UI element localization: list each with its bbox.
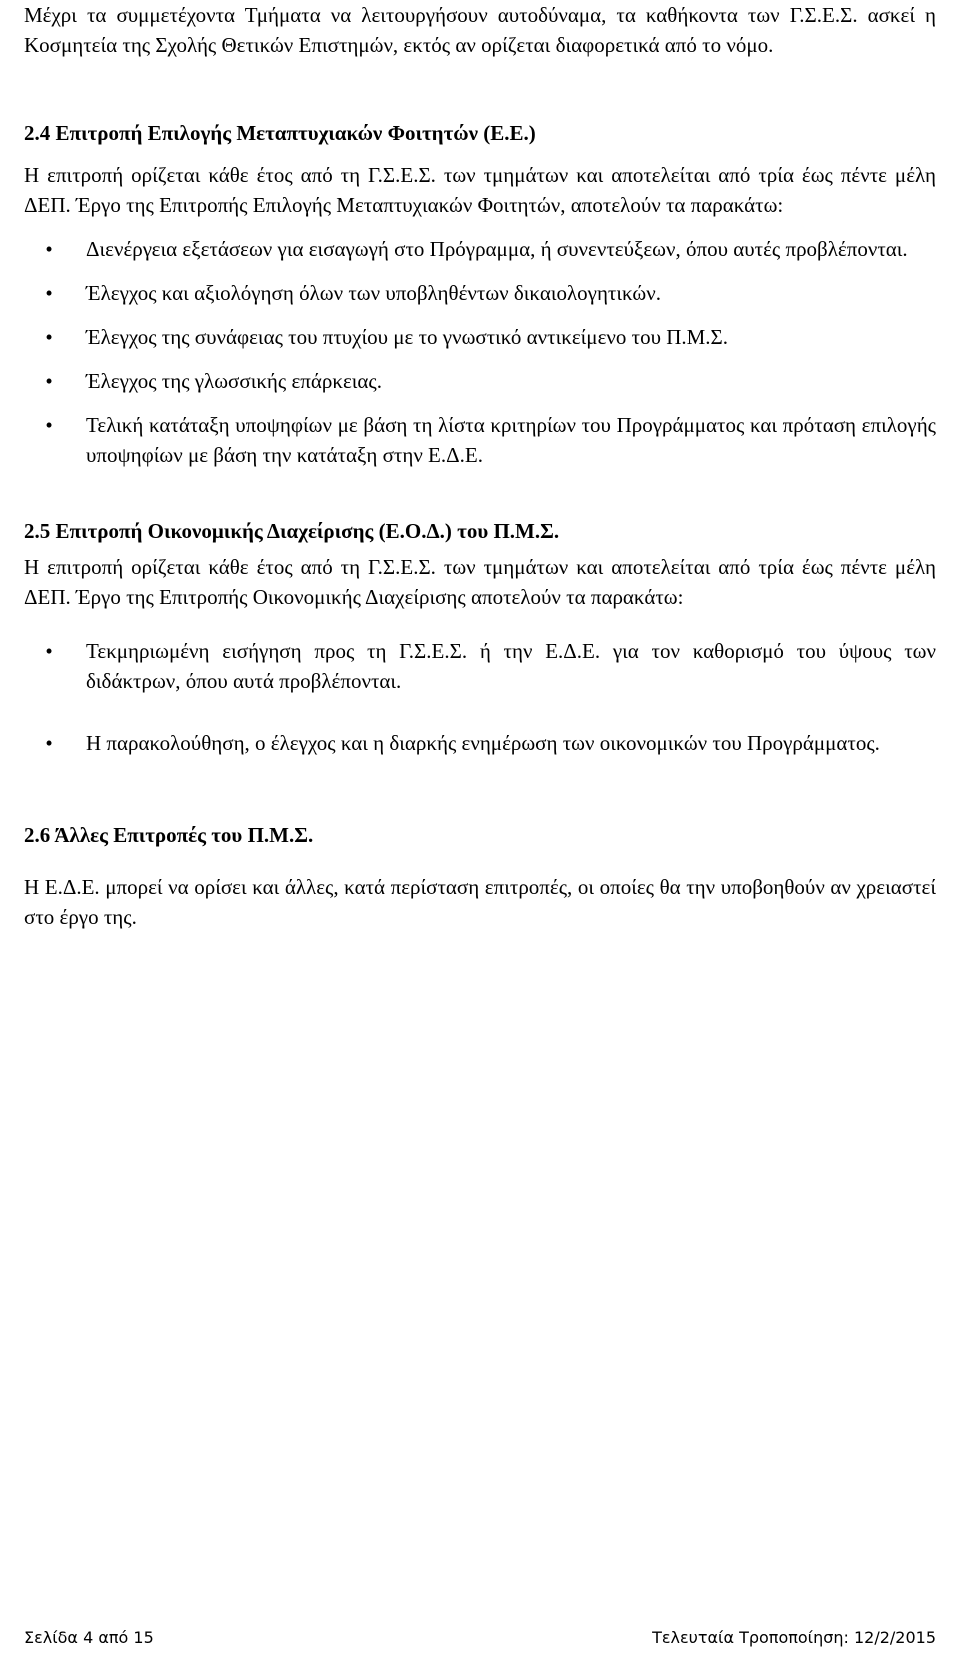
list-item-text: Τεκμηριωμένη εισήγηση προς τη Γ.Σ.Ε.Σ. ή την Ε.Δ.Ε. για τον καθορισμό του ύψους των διδάκτρων, όπου αυτά προβλέπονται. <box>86 639 936 693</box>
list-item <box>24 636 936 696</box>
list-item <box>24 728 936 758</box>
section-2-5-heading: 2.5 Επιτροπή Οικονομικής Διαχείρισης (Ε.Ο.Δ.) του Π.Μ.Σ. <box>24 519 560 543</box>
list-item-text: Έλεγχος της γλωσσικής επάρκειας. <box>86 369 382 393</box>
section-2-5-list <box>24 636 936 758</box>
bullet-icon: • <box>45 281 53 305</box>
section-2-6-heading: 2.6 Άλλες Επιτροπές του Π.Μ.Σ. <box>24 823 314 847</box>
bullet-icon: • <box>45 639 53 663</box>
list-item-text: Έλεγχος της συνάφειας του πτυχίου με το γνωστικό αντικείμενο του Π.Μ.Σ. <box>86 325 729 349</box>
section-2-5-paragraph: Η επιτροπή ορίζεται κάθε έτος από τη Γ.Σ.Ε.Σ. των τμημάτων και αποτελείται από τρία έως πέντε μέλη ΔΕΠ. Έργο της Επιτροπής Οικονομικής Διαχείρισης αποτελούν τα παρακάτω: <box>24 555 936 609</box>
bullet-icon: • <box>45 237 53 261</box>
bullet-icon: • <box>45 731 53 755</box>
section-2-6-paragraph: Η Ε.Δ.Ε. μπορεί να ορίσει και άλλες, κατά περίσταση επιτροπές, οι οποίες θα την υποβοηθούν αν χρειαστεί στο έργο της. <box>24 875 936 929</box>
list-item <box>24 410 936 470</box>
list-item <box>24 322 936 352</box>
document-page <box>24 0 936 932</box>
list-item-text: Έλεγχος και αξιολόγηση όλων των υποβληθέντων δικαιολογητικών. <box>86 281 661 305</box>
bullet-icon: • <box>45 369 53 393</box>
section-2-4-list <box>24 234 936 470</box>
intro-paragraph: Μέχρι τα συμμετέχοντα Τμήματα να λειτουργήσουν αυτοδύναμα, τα καθήκοντα των Γ.Σ.Ε.Σ. ασκεί η Κοσμητεία της Σχολής Θετικών Επιστημών, εκτός αν ορίζεται διαφορετικά από το νόμο. <box>24 3 936 57</box>
last-modified: Τελευταία Τροποποίηση: 12/2/2015 <box>652 1628 936 1647</box>
page-number: Σελίδα 4 από 15 <box>24 1628 154 1647</box>
list-item-text: Τελική κατάταξη υποψηφίων με βάση τη λίστα κριτηρίων του Προγράμματος και πρόταση επιλογής υποψηφίων με βάση την κατάταξη στην Ε.Δ.Ε. <box>86 413 936 467</box>
list-item <box>24 366 936 396</box>
list-item-text: Διενέργεια εξετάσεων για εισαγωγή στο Πρόγραμμα, ή συνεντεύξεων, όπου αυτές προβλέπονται. <box>86 237 908 261</box>
bullet-icon: • <box>45 325 53 349</box>
list-item-text: Η παρακολούθηση, ο έλεγχος και η διαρκής ενημέρωση των οικονομικών του Προγράμματος. <box>86 731 880 755</box>
section-2-4-heading: 2.4 Επιτροπή Επιλογής Μεταπτυχιακών Φοιτητών (Ε.Ε.) <box>24 121 536 145</box>
list-item <box>24 234 936 264</box>
list-item <box>24 278 936 308</box>
section-2-4-paragraph: Η επιτροπή ορίζεται κάθε έτος από τη Γ.Σ.Ε.Σ. των τμημάτων και αποτελείται από τρία έως πέντε μέλη ΔΕΠ. Έργο της Επιτροπής Επιλογής Μεταπτυχιακών Φοιτητών, αποτελούν τα παρακάτω: <box>24 163 936 217</box>
bullet-icon: • <box>45 413 53 437</box>
